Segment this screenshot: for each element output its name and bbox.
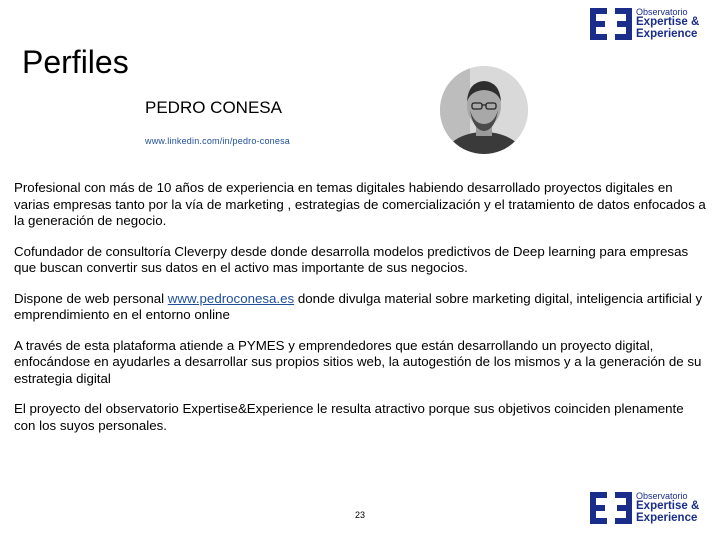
paragraph-1: Profesional con más de 10 años de experiencia en temas digitales habiendo desarrollado proyectos digitales en varias empresas tanto por la vía de marketing , estrategias de comercialización y el tratamiento de datos enfocados a la generación de negocio.	[14, 180, 706, 228]
observatorio-logo-footer	[590, 492, 699, 524]
observatorio-logo	[590, 8, 699, 40]
logo-line-2: Expertise &	[636, 16, 700, 28]
profile-description	[14, 180, 706, 448]
profile-name: PEDRO CONESA	[145, 98, 282, 117]
paragraph-2: Cofundador de consultoría Cleverpy desde donde desarrolla modelos predictivos de Deep learning para empresas que buscan convertir sus datos en el activo mas importante de sus negocios.	[14, 243, 689, 275]
logo-wordmark-footer	[636, 492, 699, 524]
logo-line-2: Expertise &	[636, 500, 700, 512]
linkedin-link[interactable]: www.linkedin.com/in/pedro-conesa	[145, 136, 290, 146]
ee-logo-mark-icon	[590, 492, 632, 524]
avatar	[440, 66, 528, 154]
page-number: 23	[355, 510, 366, 520]
paragraph-3	[14, 291, 706, 324]
paragraph-4: A través de esta plataforma atiende a PYMES y emprendedores que están desarrollando un proyecto digital, enfocándose en ayudarles a desarrollar sus propios sitios web, la autogestión de los mismos y a la generación de su estrategia digital	[14, 337, 702, 386]
logo-line-3: Experience	[636, 511, 698, 524]
paragraph-3-before: Dispone de web personal	[14, 290, 168, 306]
logo-wordmark	[636, 8, 699, 40]
logo-line-3: Experience	[636, 27, 698, 40]
paragraph-3-after: donde divulga material sobre marketing digital, inteligencia artificial y emprendimiento en el entorno online	[14, 290, 703, 322]
logo-line-1: Observatorio	[636, 7, 688, 17]
slide-title: Perfiles	[22, 44, 129, 80]
paragraph-5: El proyecto del observatorio Expertise&Experience le resulta atractivo porque sus objetivos coinciden plenamente con los suyos personales.	[14, 401, 684, 433]
website-link[interactable]: www.pedroconesa.es	[167, 290, 295, 306]
portrait-photo	[440, 66, 528, 154]
logo-line-1: Observatorio	[636, 491, 688, 501]
ee-logo-mark-icon	[590, 8, 632, 40]
